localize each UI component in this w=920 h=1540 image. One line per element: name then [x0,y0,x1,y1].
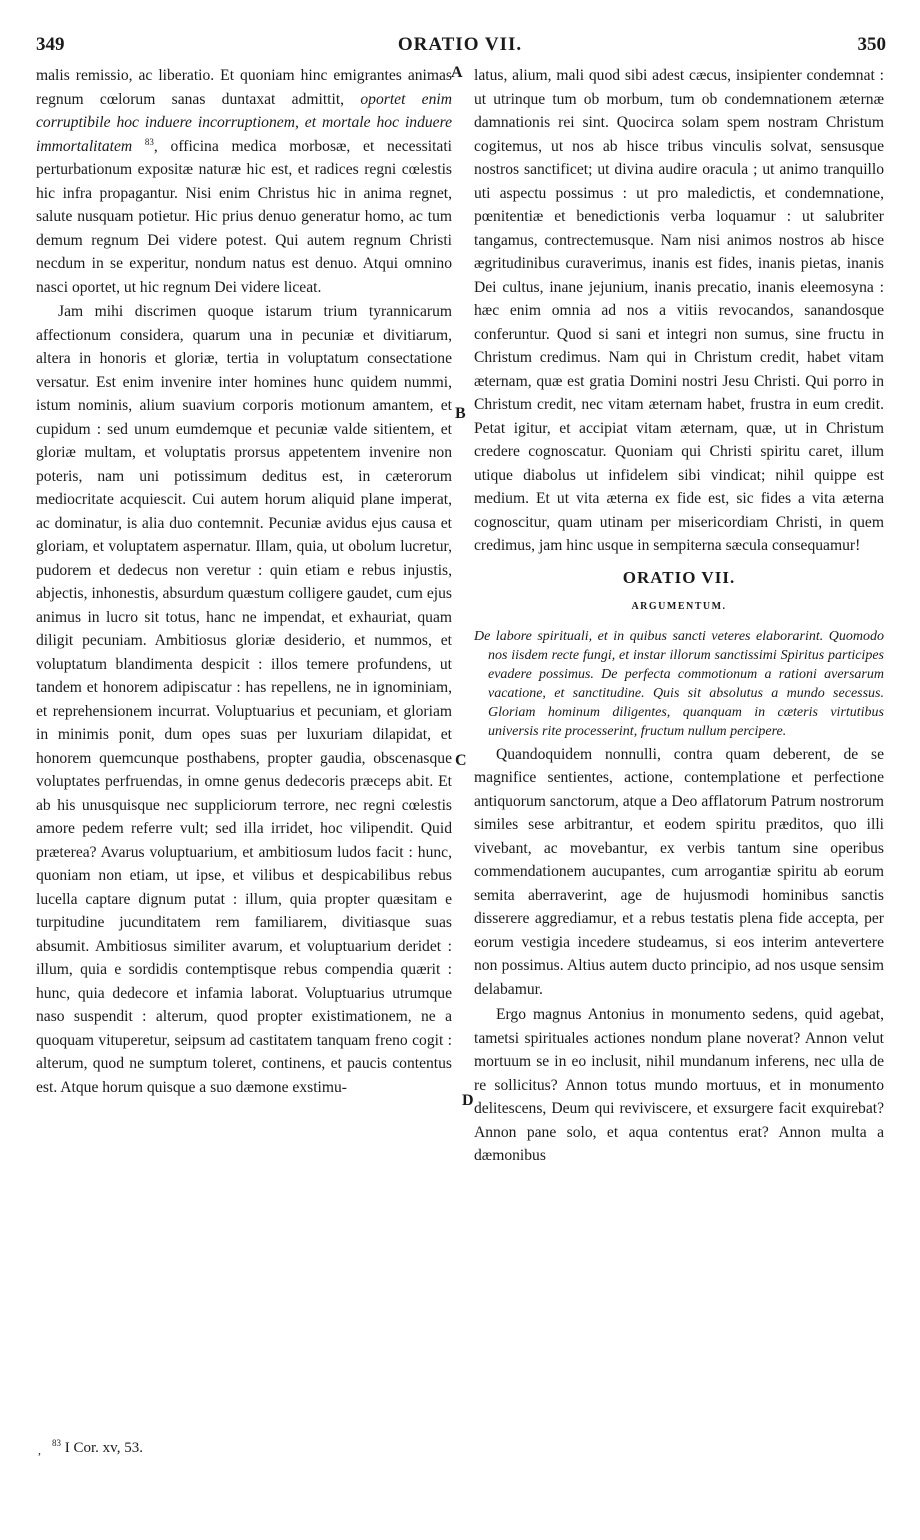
paragraph-continued [36,64,452,299]
scripture-quote: oportet enim corruptibile hoc induere incorruptionem, et mortale hoc induere immortalitatem [36,90,452,155]
margin-marker-c: C [455,752,467,769]
margin-marker-d: D [462,1092,474,1109]
paragraph: Ergo magnus Antonius in monumento sedens, quid agebat, tametsi spirituales actiones nondum plane noverat? Annon velut mortuum se in eo inclusit, nihil mundanum inferens, nec ulla de re sollicitus? Annon totus mundo mortuus, et in monumento delitescens, Deum qui reviviscere, et exsurgere facit exquirebat? Annon pane solo, et aqua contentus erat? Annon multa a dæmonibus [474,1006,884,1164]
footnote-reference: 83 [144,136,154,147]
page-number-left: 349 [36,34,65,55]
paragraph: Jam mihi discrimen quoque istarum trium tyrannicarum affectionum considera, quarum una in pecuniæ et divitiarum, altera in honoris et gloriæ, tertia in voluptatum consectatione versatur. Est enim invenire inter homines hunc quidem nummi, istum nominis, alium suavium corporis motionum amantem, et cupidum : sed unum eumdemque et pecuniæ valde sitientem, et gloriæ multam, et voluptatis prorsus appetentem invenire non poteris, nam uni potissimum deditus est, in cæterorum mediocritate acquiescit. Cui autem horum aliquid plane imperat, ac dominatur, is alia duo contemnit. Pecuniæ avidus ejus causa et gloriam, et voluptatem aspernatur. Illam, quia, ut obolum lucretur, pudorem et dedecus non veretur : quin etiam e rebus injustis, abjectis, inhonestis, absurdum quæstum colligere gaudet, cum ejus animus in lucro sit totus, hanc ne impendat, et exhauriat, quam diligit pecuniam. Ambitiosus gloriæ desiderio, et nummos, et voluptatum blandimenta despicit : illos temere profundens, ut tandem et honorem adipiscatur : has repellens, ne in ignominiam, et reprehensionem incurrat. Voluptuarius et pecuniam, et gloriam in minimis ponit, dum opes suas per luxuriam dilapidat, et honorem quemcunque posthabens, propter gaudia, obscenasque voluptates perfruendas, in omne genus dedecoris præceps abit. Et ab his unusquisque nec suppliciorum terrore, nec regni cœlestis amore pedem referre vult; sed illa irridet, hoc vilipendit. Quid præterea? Avarus voluptuarium, et ambitiosum ludos facit : hunc, quoniam non etiam, ut ipse, et vilibus et despicabilibus rebus lucella captare dignum putat : illum, quia propter quæsitam e turpitudine jucunditatem rem familiarem, divitiasque suas absumit. Ambitiosus similiter avarum, et voluptuarium deridet : illum, quia e sordidis contemptisque rebus compendia quærit : hunc, quia dedecore et infamia laborat. Voluptuarius utrumque naso suspendit : alterum, quod propter existimationem, ne a quoquam vituperetur, seipsum ad castitatem tanquam freno cogit : alterum, quod ne sumptum toleret, continens, et paucis contentus est. Atque horum quisque a suo dæmone exstimu- [36,303,452,1096]
left-column [36,64,452,1099]
margin-marker-a: A [451,64,463,81]
paragraph: Quandoquidem nonnulli, contra quam deberent, de se magnifice sentientes, actione, contemplatione et perfectione antiquorum sanctorum, atque a Deo afflatorum Patrum nostrorum similes sese arbitrantur, et eodem spiritu præditos, quo illi vivebant, ac movebantur, ex verbis tantum sine operibus commendationem aucupantes, cum arrogantiæ spiritu ab eorum semita aberraverint, age de hujusmodi hominibus sanctis disserere aggrediamur, et a rebus testatis plena fide accepta, per eorum vestigia incedere studeamus, si eos interim antevertere non possimus. Altius autem ducto principio, ad nos usque sensim delabamur. [474,745,884,998]
argument-label: ARGUMENTUM. [631,601,727,612]
argument-summary: De labore spirituali, et in quibus sancti veteres elaborarint. Quomodo nos iisdem recte fungi, et instar illorum sanctissimi Spiritus participes evadere possimus. De perfecta commotionum a rationi aversarum vacatione, et sanctitudine. Quis sit absolutus a mundo secessus. Gloriam hominum diligentes, quanquam in cæteris virtutibus universis rite processerint, fructum nullum percipere. [474,628,884,739]
page-header [0,34,920,64]
paragraph-text: malis remissio, ac liberatio. Et quoniam hinc emigrantes animas regnum cœlorum sanas duntaxat admittit, [36,67,452,108]
running-title: ORATIO VII. [397,34,523,55]
paragraph-text: , officina medica morbosæ, et necessitati perturbationum expositæ naturæ hic est, et radices regni cœlestis hic infra propagantur. Nisi enim Christus hic in anima regnet, salute nusquam potietur. Hic prius denuo generatur homo, ac tum demum regnum Dei videre potest. Qui autem regnum Christi necdum in se experitur, nondum natus est denuo. Atqui omnino nasci oportet, ut hic regnum Dei videre liceat. [36,137,452,296]
right-column [474,64,884,1168]
paragraph-continued: latus, alium, mali quod sibi adest cæcus, insipienter condemnat : ut utrinque tum ob morbum, tum ob condemnationem æternæ damnationis rei sint. Quocirca solam spem nostram Christum cogitemus, ut nos ab hisce tribus vinculis solvat, sensusque nostros sanctificet; ut divina audire oracula ; ut animo tranquillo uti aspectu possimus : ut pro maledictis, et condemnatione, pœnitentiæ et benedictionis verba loquamur : ut salubriter tangamus, contrectemusque. Nam nisi animos nostros ab hisce ægritudinibus curaverimus, inanis est fides, inanis pietas, inanis Dei cultus, inane jejunium, inanis precatio, inanis eleemosyna : hæc enim omnia ad nos a vitiis revocandos, sanandosque conferuntur. Quod si sani et integri non sumus, sine fructu in Christum credimus. Nam qui in Christum credit, habet vitam æternam, quæ est gratia Domini nostri Jesu Christi. Qui porro in Christum credit, nec vitam æternam habet, frustra in eum credit. Petat igitur, et accipiat vitam æternam, quæ, ut in Christum credere cognoscatur. Quoniam qui Christi spiritu caret, illum utique diabolus ut infidelem sibi vindicat; nihil quippe est medium. Et ut vita æterna ex fide est, sic fides a vita æterna cognoscitur, quam utinam per misericordiam Christi, in quem credimus, jam hinc usque in sempiterna sæcula consequamur! [474,67,884,554]
page-number-right: 350 [857,34,886,55]
footnote-number: 83 [52,1438,61,1448]
margin-marker-b: B [455,405,466,422]
section-title: ORATIO VII. [622,567,736,587]
footnote [52,1440,143,1457]
footnote-mark: , [38,1443,41,1457]
footnote-text: I Cor. xv, 53. [64,1440,143,1456]
